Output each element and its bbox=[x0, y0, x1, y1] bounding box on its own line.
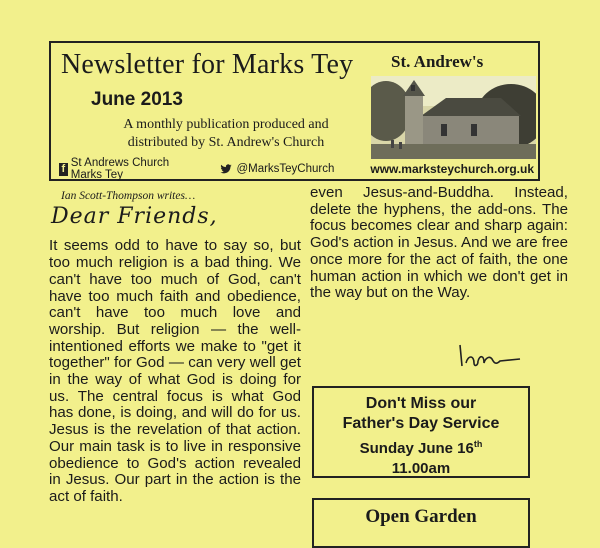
notice-date-main: Sunday June 16 bbox=[359, 440, 474, 457]
fathers-day-notice bbox=[312, 386, 530, 478]
facebook-page: St Andrews Church Marks Tey bbox=[70, 157, 170, 181]
letter-byline: Ian Scott-Thompson writes… bbox=[61, 190, 196, 202]
church-photo bbox=[371, 76, 536, 159]
letter-body-right: even Jesus-and-Buddha. Instead, delete the hyphens, the add-ons. The focus becomes clear and sharp again: God's action in Jesus. And we are free once more for the act of faith, the one human action in which we don't get in the way but on the Way. bbox=[310, 184, 568, 302]
twitter-handle: @MarksTeyChurch bbox=[236, 163, 335, 175]
church-name: St. Andrew's bbox=[391, 52, 484, 71]
letter-left-column bbox=[49, 185, 301, 506]
ian-signature bbox=[454, 341, 524, 371]
letter-greeting: Dear Friends, bbox=[51, 203, 218, 229]
notice-time: 11.00am bbox=[391, 460, 451, 477]
issue-date: June 2013 bbox=[91, 89, 183, 110]
notice-date-suffix: th bbox=[473, 439, 483, 449]
letter-right-column bbox=[310, 185, 568, 302]
letter-body-left: It seems odd to have to say so, but too much religion is a bad thing. We can't have too much of God, can't have too much faith and obedience, can't have too much love and worship. But religion — the well-intentioned efforts we make to "get it together" for God — can very well get in the way of what God is doing for us. The central focus is what God has done, is doing, and will do for us. Jesus is the revelation of that action. Our main task is to live in responsive obedience to God's action revealed in Jesus. Our part in the action is the act of faith. bbox=[49, 237, 301, 505]
open-garden-title: Open Garden bbox=[365, 506, 477, 527]
open-garden-notice bbox=[312, 498, 530, 548]
twitter-bird-icon bbox=[220, 162, 232, 176]
publication-line-1: A monthly publication produced and bbox=[123, 117, 329, 132]
publication-description bbox=[91, 116, 361, 152]
publication-line-2: distributed by St. Andrew's Church bbox=[127, 135, 325, 150]
facebook-icon: f bbox=[59, 163, 68, 176]
notice-date bbox=[314, 434, 528, 459]
notice-line-2: Father's Day Service bbox=[342, 415, 500, 432]
masthead-footer bbox=[59, 157, 534, 181]
notice-line-1: Don't Miss our bbox=[365, 395, 477, 412]
newsletter-title: Newsletter for Marks Tey bbox=[61, 49, 354, 80]
newsletter-masthead bbox=[49, 41, 540, 181]
website-link[interactable]: www.marksteychurch.org.uk bbox=[370, 162, 534, 176]
